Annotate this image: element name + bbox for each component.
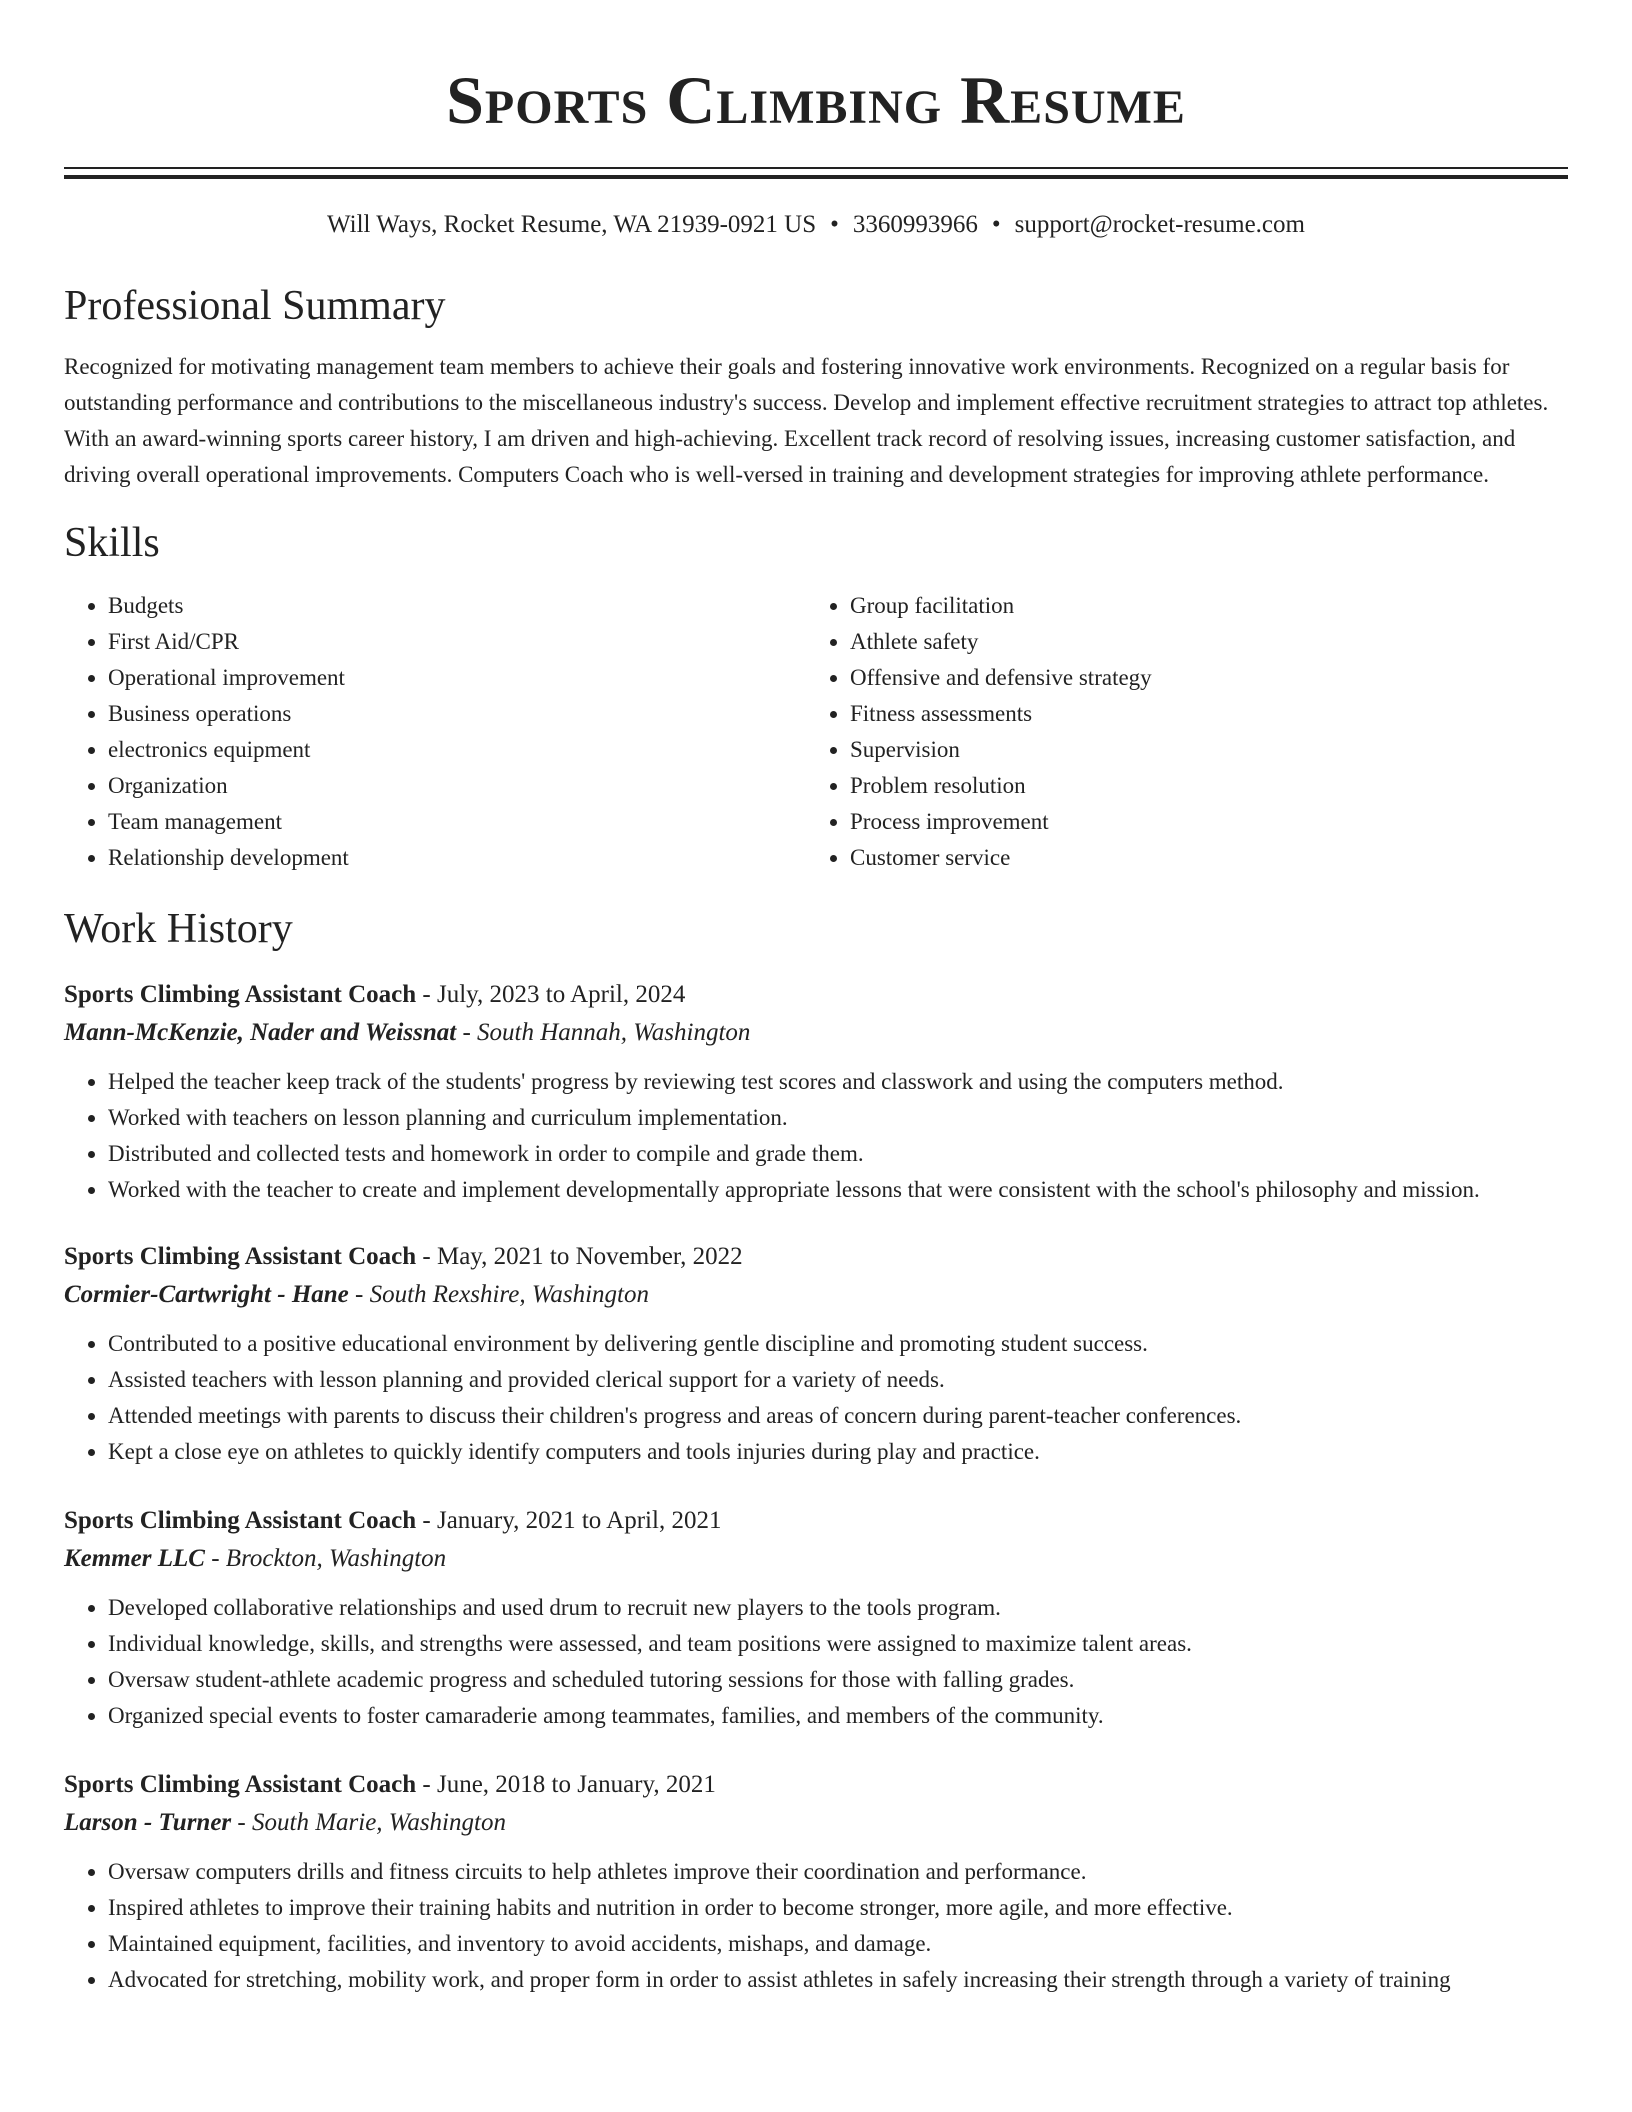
job-entry — [64, 1502, 1568, 1734]
contact-separator: • — [830, 211, 839, 238]
skill-item: • Relationship development — [108, 840, 806, 876]
job-title-line — [64, 976, 1568, 1014]
skill-item: • Problem resolution — [850, 768, 1550, 804]
job-bullet: • Developed collaborative relationships and used drum to recruit new players to the tools program. — [108, 1590, 1568, 1626]
job-location: - South Hannah, Washington — [456, 1019, 751, 1046]
job-entry — [64, 1766, 1568, 1998]
job-bullet: • Organized special events to foster camaraderie among teammates, families, and members of the community. — [108, 1698, 1568, 1734]
work-history-heading: Work History — [64, 906, 293, 952]
job-company-line — [64, 1276, 1568, 1314]
job-dates: - May, 2021 to November, 2022 — [416, 1243, 743, 1270]
skill-item: • Offensive and defensive strategy — [850, 660, 1550, 696]
job-bullet: • Inspired athletes to improve their training habits and nutrition in order to become stronger, more agile, and more effective. — [108, 1890, 1568, 1926]
job-location: - Brockton, Washington — [204, 1545, 447, 1572]
job-bullet: • Oversaw computers drills and fitness circuits to help athletes improve their coordination and performance. — [108, 1854, 1568, 1890]
job-company: Kemmer LLC — [64, 1545, 205, 1572]
job-title-line — [64, 1502, 1568, 1540]
title-rule-thin — [64, 167, 1568, 169]
skill-item: • Athlete safety — [850, 624, 1550, 660]
job-title: Sports Climbing Assistant Coach — [64, 1243, 417, 1270]
summary-text: Recognized for motivating management team members to achieve their goals and fostering innovative work environments. Recognized on a regular basis for outstanding performance and contributions to the miscellaneous industry's success. Develop and implement effective recruitment strategies to attract top athletes. With an award-winning sports career history, I am driven and high-achieving. Excellent track record of resolving issues, increasing customer satisfaction, and driving overall operational improvements. Computers Coach who is well-versed in training and development strategies for improving athlete performance. — [64, 354, 1549, 487]
job-dates: - July, 2023 to April, 2024 — [416, 981, 686, 1008]
job-dates: - January, 2021 to April, 2021 — [416, 1507, 722, 1534]
job-bullet: • Individual knowledge, skills, and strengths were assessed, and team positions were assigned to maximize talent areas. — [108, 1626, 1568, 1662]
job-title: Sports Climbing Assistant Coach — [64, 1507, 417, 1534]
contact-line — [64, 209, 1568, 241]
resume-page — [64, 0, 1568, 1998]
job-entry — [64, 1238, 1568, 1470]
job-bullet: • Oversaw student-athlete academic progress and scheduled tutoring sessions for those with falling grades. — [108, 1662, 1568, 1698]
job-bullet: • Contributed to a positive educational environment by delivering gentle discipline and promoting student success. — [108, 1326, 1568, 1362]
summary-heading: Professional Summary — [64, 283, 446, 329]
job-bullets — [64, 1326, 1568, 1470]
job-bullet: • Maintained equipment, facilities, and inventory to avoid accidents, mishaps, and damage. — [108, 1926, 1568, 1962]
job-location: - South Marie, Washington — [231, 1809, 506, 1836]
skill-item: • Organization — [108, 768, 806, 804]
skill-item: • Supervision — [850, 732, 1550, 768]
job-company-line — [64, 1014, 1568, 1052]
job-company: Cormier-Cartwright - Hane — [64, 1281, 349, 1308]
skills-column-1 — [64, 588, 806, 876]
skill-item: • Operational improvement — [108, 660, 806, 696]
job-bullet: • Advocated for stretching, mobility work, and proper form in order to assist athletes in safely increasing their strength through a variety of training — [108, 1962, 1568, 1998]
job-bullet: • Attended meetings with parents to discuss their children's progress and areas of concern during parent-teacher conferences. — [108, 1398, 1568, 1434]
skill-item: • Process improvement — [850, 804, 1550, 840]
job-company: Mann-McKenzie, Nader and Weissnat — [64, 1019, 457, 1046]
skill-item: • electronics equipment — [108, 732, 806, 768]
contact-separator: • — [991, 211, 1001, 238]
contact-email: support@rocket-resume.com — [1014, 211, 1305, 238]
skills-list — [64, 588, 1568, 876]
job-dates: - June, 2018 to January, 2021 — [416, 1771, 716, 1798]
title-rule-thick — [64, 175, 1568, 179]
skill-item: • Group facilitation — [850, 588, 1550, 624]
job-entry — [64, 976, 1568, 1208]
job-title: Sports Climbing Assistant Coach — [64, 1771, 417, 1798]
skill-item: • Business operations — [108, 696, 806, 732]
job-title-line — [64, 1238, 1568, 1276]
skill-item: • Customer service — [850, 840, 1550, 876]
contact-phone: 3360993966 — [852, 211, 978, 238]
job-title-line — [64, 1766, 1568, 1804]
skill-item: • Fitness assessments — [850, 696, 1550, 732]
job-bullet: • Worked with teachers on lesson planning and curriculum implementation. — [108, 1100, 1568, 1136]
job-bullets — [64, 1590, 1568, 1734]
skill-item: • Budgets — [108, 588, 806, 624]
job-bullet: • Distributed and collected tests and homework in order to compile and grade them. — [108, 1136, 1568, 1172]
job-bullets — [64, 1064, 1568, 1208]
job-company-line — [64, 1540, 1568, 1578]
skills-heading: Skills — [64, 520, 160, 566]
job-bullet: • Kept a close eye on athletes to quickly identify computers and tools injuries during play and practice. — [108, 1434, 1568, 1470]
resume-title: Sports Climbing Resume — [446, 62, 1186, 138]
job-location: - South Rexshire, Washington — [348, 1281, 649, 1308]
job-bullet: • Worked with the teacher to create and implement developmentally appropriate lessons that were consistent with the school's philosophy and mission. — [108, 1172, 1568, 1208]
skill-item: • Team management — [108, 804, 806, 840]
job-bullets — [64, 1854, 1568, 1998]
job-title: Sports Climbing Assistant Coach — [64, 981, 417, 1008]
job-company: Larson - Turner — [64, 1809, 232, 1836]
skill-item: • First Aid/CPR — [108, 624, 806, 660]
skills-column-2 — [806, 588, 1550, 876]
contact-address: Will Ways, Rocket Resume, WA 21939-0921 US — [327, 211, 817, 238]
job-company-line — [64, 1804, 1568, 1842]
job-bullet: • Helped the teacher keep track of the students' progress by reviewing test scores and classwork and using the computers method. — [108, 1064, 1568, 1100]
job-bullet: • Assisted teachers with lesson planning and provided clerical support for a variety of needs. — [108, 1362, 1568, 1398]
